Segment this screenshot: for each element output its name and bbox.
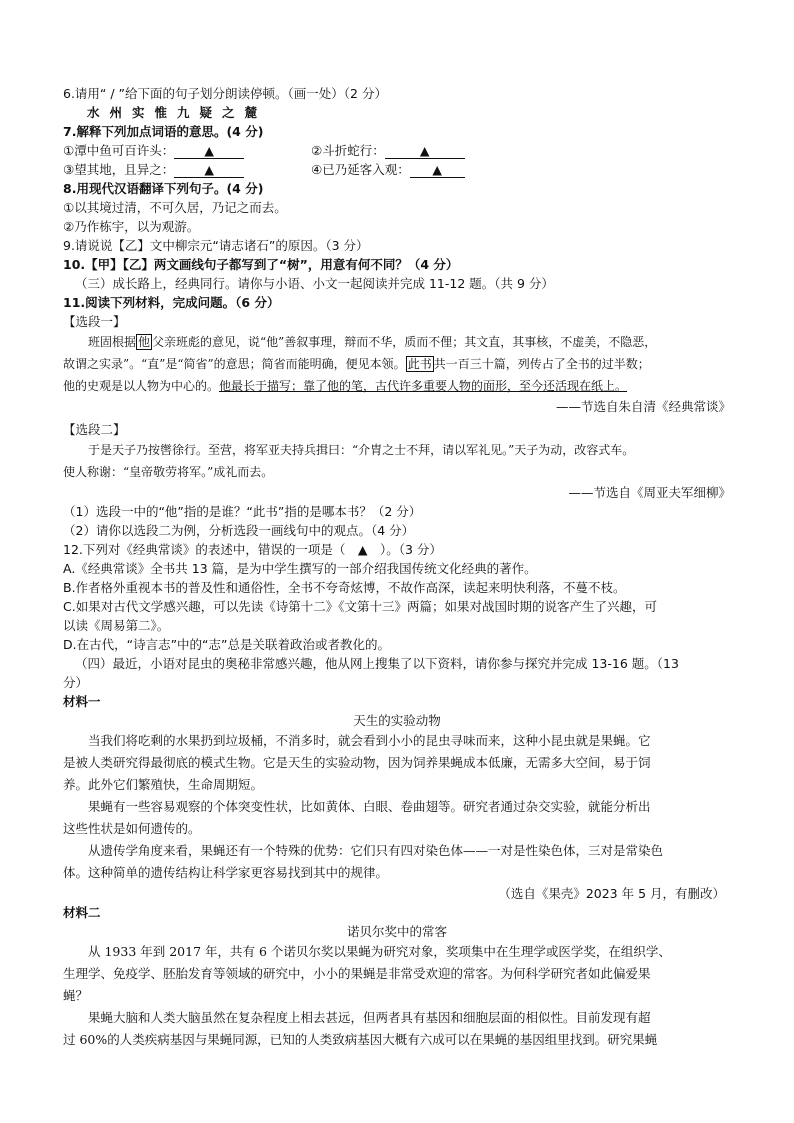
q7-item-2-label: ②斗折蛇行： (311, 143, 385, 158)
q7-item-1-blank[interactable]: ▲ (174, 144, 244, 159)
q11-selection-2-text: 于是天子乃按辔徐行。至营，将军亚夫持兵揖曰：“介胄之士不拜，请以军礼见。”天子为动，改容式车。 使人称谢：“皇帝敬劳将军。”成礼而去。 (63, 443, 635, 479)
q7-item-2 (311, 141, 559, 160)
q11-subquestion-2: （2）请你以选段二为例，分析选段一画线句中的观点。（4 分） (63, 523, 415, 538)
q7-item-1 (63, 141, 311, 160)
material-1-title: 天生的实验动物 (353, 713, 441, 728)
q7-item-4 (311, 160, 559, 179)
q6-sentence: 水州实惟九疑之麓 (87, 105, 268, 120)
q7-prompt: 7.解释下列加点词语的意思。(4 分) (63, 124, 264, 139)
material-1-label: 材料一 (63, 694, 101, 709)
q12-option-c-line-2: 以读《周易第二》。 (63, 618, 170, 633)
material-2-paragraph-2: 果蝇大脑和人类大脑虽然在复杂程度上相去甚远，但两者具有基因和细胞层面的相似性。目前发现有超 过 60%的人类疾病基因与果蝇同源，已知的人类致病基因大概有六成可以在果蝇的基因组里找到。研究果蝇 (63, 1010, 658, 1047)
exam-page (63, 84, 731, 1051)
material-2-title: 诺贝尔奖中的常客 (346, 924, 447, 939)
q7-item-3-label: ③望其地，且异之： (63, 162, 175, 177)
underlined-sentence: 他最长于描写；靠了他的笔，古代许多重要人物的面形，至今还活现在纸上。 (219, 379, 628, 393)
q12-prompt: 12.下列对《经典常谈》的表述中，错误的一项是（ ▲ ）。（3 分） (63, 542, 442, 557)
q7-item-1-label: ①潭中鱼可百许头： (63, 143, 175, 158)
q11-subquestion-1: （1）选段一中的“他”指的是谁？“此书”指的是哪本书？（2 分） (63, 504, 422, 519)
q11-selection-2-title: 【选段二】 (63, 422, 126, 437)
q7-item-3-blank[interactable]: ▲ (174, 163, 244, 178)
q12-option-b: B.作者格外重视本书的普及性和通俗性，全书不夸奇炫博，不故作高深，读起来明快利落，不蔓不枝。 (63, 580, 626, 595)
material-1-source: （选自《果壳》2023 年 5 月，有删改） (498, 886, 725, 901)
q11-selection-1-text: 班固根据 他 父亲班彪的意见，说“他”善叙事理，辩而不华，质而不俚；其文直，其事核，不虚美，不隐恶， 故谓之实录”。“直”是“简省”的意思；简省而能明确，便见本领。 此书 共一百三十篇，列传占了全书的过半数； 他的史观是以人物为中心的。他最长于描写；靠了他的笔，古代许多重要人物的面形，至今还活现在纸上。 (63, 335, 657, 393)
q10-prompt: 10.【甲】【乙】两文画线句子都写到了“树”，用意有何不同？（4 分） (63, 257, 459, 272)
q12-option-a: A.《经典常谈》全书共 13 篇，是为中学生撰写的一部介绍我国传统文化经典的著作。 (63, 561, 537, 576)
q12-option-c-line-1: C.如果对古代文学感兴趣，可以先读《诗第十二》《文第十三》两篇；如果对战国时期的说客产生了兴趣，可 (63, 599, 657, 614)
q12-option-d: D.在古代，“诗言志”中的“志”总是关联着政治或者教化的。 (63, 637, 391, 652)
q7-item-4-label: ④已乃延客入观： (311, 162, 410, 177)
q11-selection-1-title: 【选段一】 (63, 314, 126, 329)
q11-selection-2-source: ——节选自《周亚夫军细柳》 (568, 485, 731, 500)
q6-prompt: 6.请用“ / ”给下面的句子划分朗读停顿。（画一处）（2 分） (63, 86, 387, 101)
q7-item-3 (63, 160, 311, 179)
material-1-paragraph-2: 果蝇有一些容易观察的个体突变性状，比如黄体、白眼、卷曲翅等。研究者通过杂交实验，就能分析出 这些性状是如何遗传的。 (63, 799, 651, 836)
q11-selection-1-source: ——节选自朱自清《经典常谈》 (555, 399, 731, 414)
material-1-paragraph-3: 从遗传学角度来看，果蝇还有一个特殊的优势：它们只有四对染色体——一对是性染色体，三对是常染色 体。这种简单的遗传结构让科学家更容易找到其中的规律。 (63, 843, 664, 880)
section-4-heading-line-1: （四）最近，小语对昆虫的奥秘非常感兴趣，他从网上搜集了以下资料，请你参与探究并完成 13-16 题。（13 (75, 656, 679, 671)
q9-prompt: 9.请说说【乙】文中柳宗元“请志诸石”的原因。（3 分） (63, 238, 369, 253)
section-3-heading: （三）成长路上，经典同行。请你与小语、小文一起阅读并完成 11-12 题。（共 9 分） (75, 276, 554, 291)
q8-sentence-1: ①以其境过清，不可久居，乃记之而去。 (63, 200, 287, 215)
material-1-paragraph-1: 当我们将吃剩的水果扔到垃圾桶，不消多时，就会看到小小的昆虫寻味而来，这种小昆虫就是果蝇。它 是被人类研究得最彻底的模式生物。它是天生的实验动物，因为饲养果蝇成本低廉，无需多大空间，易于饲 养。此外它们繁殖快，生命周期短。 (63, 733, 651, 792)
q7-row-2 (63, 160, 731, 179)
q7-row-1 (63, 141, 731, 160)
q7-item-2-blank[interactable]: ▲ (385, 144, 465, 159)
q8-sentence-2: ②乃作栋宇，以为观游。 (63, 219, 200, 234)
boxed-word-this-book: 此书 (407, 357, 432, 371)
section-4-heading-line-2: 分） (63, 675, 89, 690)
q8-prompt: 8.用现代汉语翻译下列句子。(4 分) (63, 181, 264, 196)
q7-item-4-blank[interactable]: ▲ (410, 163, 465, 178)
boxed-word-he: 他 (138, 335, 151, 349)
material-2-label: 材料二 (63, 905, 101, 920)
material-2-paragraph-1: 从 1933 年到 2017 年，共有 6 个诺贝尔奖以果蝇为研究对象，奖项集中在生理学或医学奖，在组织学、 生理学、免疫学、胚胎发育等领域的研究中，小小的果蝇是非常受欢迎的常客。为何科学研究者如此偏爱果 蝇？ (63, 944, 671, 1003)
q11-prompt: 11.阅读下列材料，完成问题。（6 分） (63, 295, 280, 310)
